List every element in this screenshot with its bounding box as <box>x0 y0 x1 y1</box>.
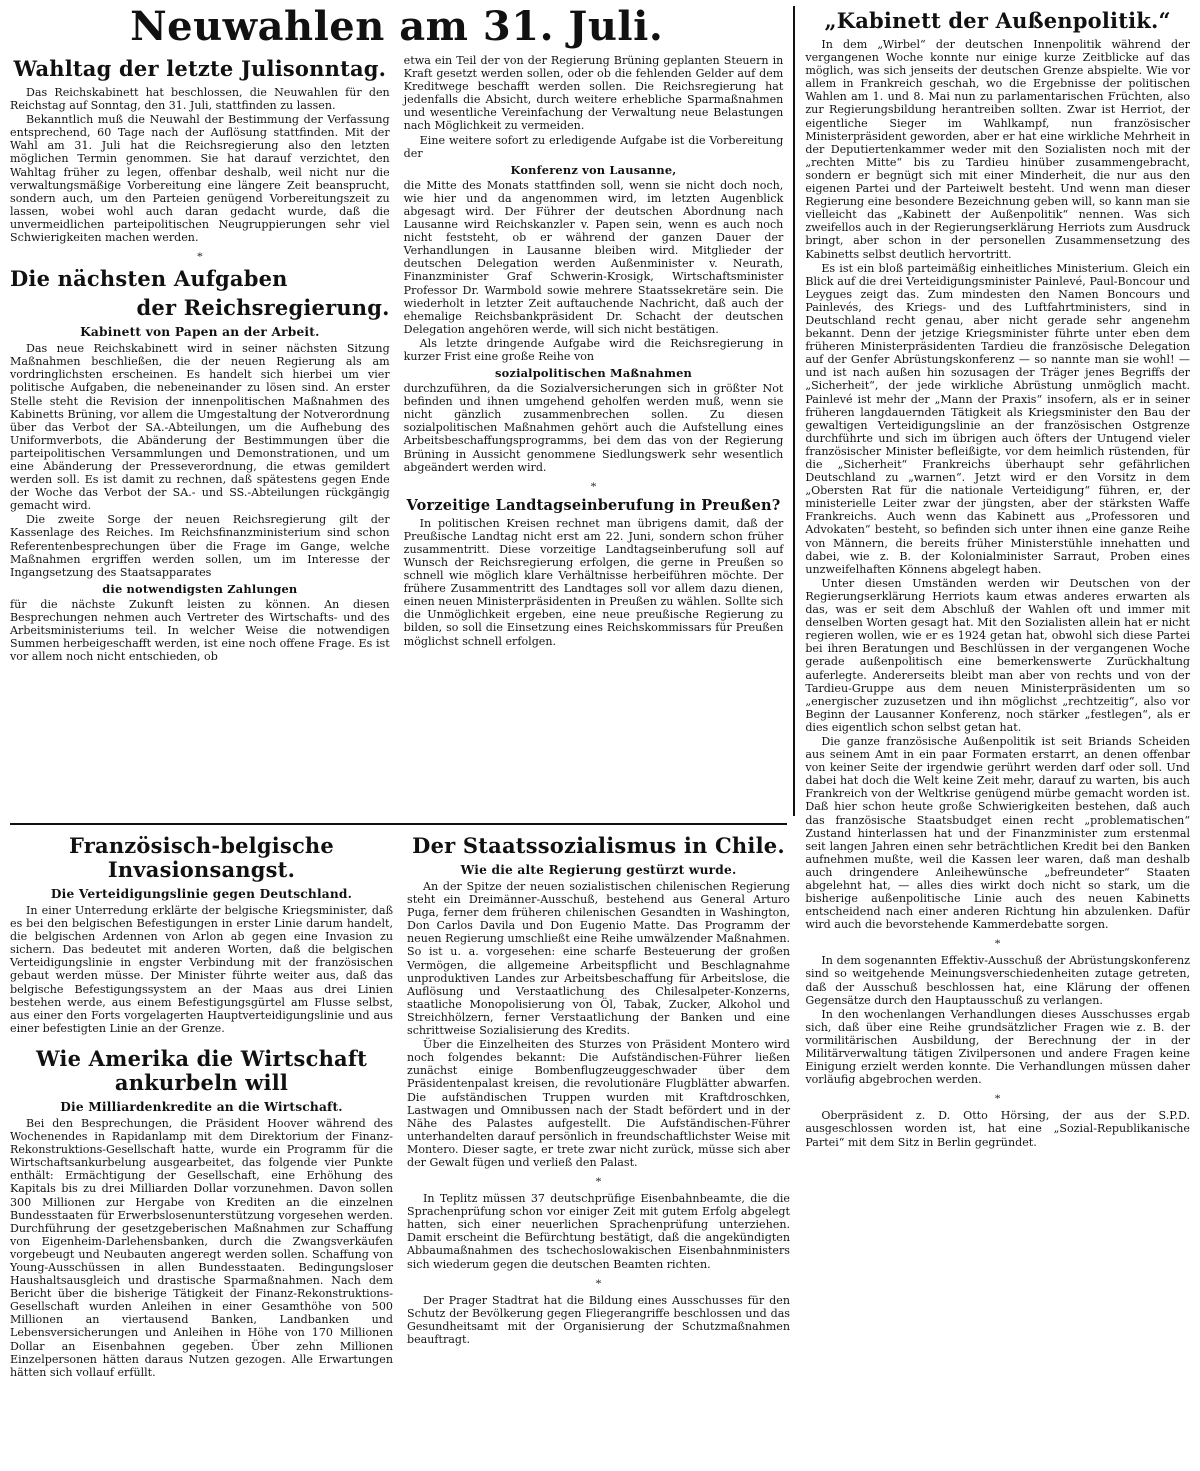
column-left <box>10 54 390 664</box>
column-middle <box>404 54 784 664</box>
vertical-divider <box>793 6 795 816</box>
top-two-columns <box>10 54 783 664</box>
paragraph: Es ist ein bloß parteimäßig einheitliches Ministerium. Gleich ein Blick auf die drei Verteidigungsminister Painlevé, Paul-Boncour und Leygues zeigt das. Zum mindesten den Namen Boncours und Painlevés, des Kriegs- und des Luftfahrtministers, sind in Deutschland recht genau, aber nicht gerade sehr angenehm bekannt. Denn der jetzige Kriegsminister führte unter eben dem früheren Ministerpräsidenten Tardieu die französische Delegation auf der Genfer Abrüstungskonferenz — so nannte man sie wohl! — und ist nach außen hin sozusagen der Träger jenes Begriffs der „Sicherheit“, der jede wirkliche Abrüstung unmöglich macht. Painlevé ist mehr der „Mann der Praxis“ insofern, als er in seiner früheren langdauernden Tätigkeit als Kriegsminister den Bau der gewaltigen Verteidigungslinie an der französischen Ostgrenze durchführte und sich im übrigen auch öfters der Untugend vieler französischer Minister befleißigte, vor dem heimlich rüstenden, für die „Sicherheit“ Frankreichs überhaupt sehr gefährlichen Deutschland zu „warnen“. Jetzt wird er den Vorsitz in dem „Obersten Rat für die nationale Verteidigung“ führen, er, der ministerielle Leiter zwar der jüngsten, aber der stärksten Waffe Frankreichs. Auch wenn das Kabinett aus „Professoren und Advokaten“ besteht, so befinden sich unter ihnen eine ganze Reihe von Männern, die bereits früher Ministerstühle innehatten und dabei, wie z. B. der Kolonialminister Sarraut, Proben eines unzweifelhaften Könnens abgelegt haben. <box>805 261 1190 576</box>
bottom-main-area <box>10 831 800 1471</box>
article-hoersing-body <box>805 1109 1190 1148</box>
headline-chile: Der Staatssozialismus in Chile. <box>412 833 785 858</box>
separator-star: * <box>590 478 597 493</box>
center-line-konferenz: Konferenz von Lausanne, <box>510 162 677 177</box>
separator-star: * <box>994 1091 1001 1106</box>
horizontal-rule <box>10 823 787 825</box>
article-lausanne-body <box>404 179 784 363</box>
page-title: Neuwahlen am 31. Juli. <box>130 3 664 50</box>
article-landtag-body <box>404 517 784 648</box>
center-line-sozialpolitik: sozialpolitischen Maßnahmen <box>495 366 693 381</box>
paragraph: etwa ein Teil der von der Regierung Brüning geplanten Steuern in Kraft gesetzt werden sollen, oder ob die fehlenden Gelder auf dem Kreditwege beschafft werden sollen. Die Reichsregierung hat jedenfalls die Absicht, durch weitere erhebliche Sparmaßnahmen und wesentliche Vereinfachung der Verwaltung neue Belastungen nach Möglichkeit zu vermeiden. <box>403 54 784 133</box>
headline-wahltag: Wahltag der letzte Julisonntag. <box>13 56 387 81</box>
paragraph: für die nächste Zukunft leisten zu können. An diesen Besprechungen nehmen auch Vertreter des Wirtschafts- und des Arbeitsministeriums teil. In welcher Weise die notwendigen Summen herbeigeschafft werden, ist eine noch offene Frage. Es ist vor allem noch nicht entschieden, ob <box>10 597 390 664</box>
headline-invasionsangst: Französisch-belgische Invasionsangst. <box>69 833 334 882</box>
paragraph: Über die Einzelheiten des Sturzes von Präsident Montero wird noch folgendes bekannt: Die Aufständischen-Führer ließen zunächst einige Bombenflugzeuggeschwader über dem Präsidentenpalast kreisen, die revolutionäre Flugblätter abwarfen. Die aufständischen Truppen wurden mit Kraftdroschken, Lastwagen und Omnibussen nach der Stadt befördert und in der Nähe des Palastes aufgestellt. Die Aufständischen-Führer unterhandelten darauf persönlich in freundschaftlichster Weise mit Montero. Dieser sagte, er trete zwar nicht zurück, müsse sich aber der Gewalt fügen und verließ den Palast. <box>407 1038 790 1169</box>
column-bottom-left <box>10 831 393 1380</box>
headline-landtag: Vorzeitige Landtagseinberufung in Preußen? <box>406 496 781 514</box>
paragraph: die Mitte des Monats stattfinden soll, wenn sie nicht doch noch, wie hier und da angenommen wird, im letzten Augenblick abgesagt wird. Der Führer der deutschen Abordnung nach Lausanne wird Reichskanzler v. Papen sein, wenn es auch noch nicht feststeht, ob er während der ganzen Dauer der Verhandlungen in Lausanne bleiben wird. Mitglieder der deutschen Delegation werden Außenminister v. Neurath, Finanzminister Graf Schwerin-Krosigk, Wirtschaftsminister Professor Dr. Warmbold sowie mehrere Staatssekretäre sein. Die wiederholt in letzter Zeit auftauchende Nachricht, daß auch der ehemalige Reichsbankpräsident Dr. Schacht der deutschen Delegation angehören werde, will sich nicht bestätigen. <box>403 178 784 336</box>
headline-aufgaben-2: der Reichsregierung. <box>136 295 390 321</box>
article-aufgaben-body-2 <box>10 598 390 663</box>
headline-amerika-wirtschaft: Wie Amerika die Wirtschaft ankurbeln will <box>36 1045 367 1095</box>
paragraph: Unter diesen Umständen werden wir Deutschen von der Regierungserklärung Herriots kaum etwas anderes erwarten als das, was er seit dem Abschluß der Wahlen oft und immer mit denselben Worten gesagt hat. Mit den Sozialisten allein hat er nicht regieren wollen, wie er es 1924 getan hat, obwohl sich diese Partei bei ihren Beratungen und Beschlüssen in der vergangenen Woche gerade außenpolitisch eine bemerkenswerte Zurückhaltung auferlegte. Andererseits bleibt man aber von rechts und von der Tardieu-Gruppe aus dem neuen Ministerpräsidenten um so „energischer zuzusetzen und ihn möglichst „rechtzeitig“, also vor Beginn der Lausanner Konferenz, noch stärker „festlegen“, als er dies eigentlich schon selbst getan hat. <box>805 576 1190 734</box>
subhead-kabinett-papen: Kabinett von Papen an der Arbeit. <box>80 325 320 340</box>
paragraph: Bekanntlich muß die Neuwahl der Bestimmung der Verfassung entsprechend, 60 Tage nach der Auflösung stattfinden. Mit der Wahl am 31. Juli hat die Reichsregierung also den letzten möglichen Termin genommen. Sie hat darauf verzichtet, den Wahltag früher zu legen, offenbar deshalb, weil nicht nur die verwaltungsmäßige Vorbereitung eine längere Zeit beansprucht, sondern auch, um den Parteien genügend Vorbereitungszeit zu lassen, wobei wohl auch daran gedacht wurde, daß die unvermeidlichen parteipolitischen Neugruppierungen sehr viel Schwierigkeiten machen werden. <box>10 113 390 245</box>
paragraph: In dem „Wirbel“ der deutschen Innenpolitik während der vergangenen Woche konnte nur einige kurze Zeitblicke auf das möglich, was sich jenseits der deutschen Grenze abspielte. Wie vor allem in Frankreich geschah, wo die Ergebnisse der politischen Wahlen am 1. und 8. Mai nun zu parlamentarischen Früchten, also zur Regierungsbildung herantreiben sollten. Zwar ist Herriot, der eigentliche Sieger im Wahlkampf, nun französischer Ministerpräsident geworden, aber er hat eine wirkliche Mehrheit in der Deputiertenkammer weder mit den Sozialisten noch mit der „rechten Mitte“ bis zu Tardieu hinüber zusammengebracht, sondern er begnügt sich mit einer Minderheit, die nur aus den eigenen Partei und der Parteiwelt besteht. Und wenn man dieser Regierung eine besondere Bezeichnung geben will, so kann man sie vielleicht das „Kabinett der Außenpolitik“ nennen. Was sich zweifellos auch in der Regierungserklärung Herriots zum Ausdruck bringt, aber schon in der personellen Zusammensetzung des Kabinetts selbst deutlich hervortritt. <box>805 38 1190 261</box>
headline-aufgaben-1: Die nächsten Aufgaben <box>10 266 288 292</box>
article-invasion-body <box>10 904 393 1035</box>
paragraph: In politischen Kreisen rechnet man übrigens damit, daß der Preußische Landtag nicht erst am 22. Juni, sondern schon früher zusammentritt. Diese vorzeitige Landtagseinberufung soll auf Wunsch der Reichsregierung erfolgen, die gerne in Preußen so schnell wie möglich klare Verhältnisse herbeiführen möchte. Der frühere Zusammentritt des Landtages soll vor allem dazu dienen, einen neuen Ministerpräsidenten in Preußen zu wählen. Sollte sich die Unmöglichkeit ergeben, eine neue preußische Regierung zu bilden, so soll die Einsetzung eines Reichskommissars für Preußen möglichst schnell erfolgen. <box>403 516 784 648</box>
paragraph: Eine weitere sofort zu erledigende Aufgabe ist die Vorbereitung der <box>403 133 784 160</box>
subhead-chile: Wie die alte Regierung gestürzt wurde. <box>460 863 737 877</box>
subhead-verteidigungslinie: Die Verteidigungslinie gegen Deutschland. <box>50 887 353 901</box>
article-chile-body <box>407 880 790 1169</box>
article-sozialpolitik-body <box>404 382 784 474</box>
article-teplitz-body <box>407 1192 790 1271</box>
article-aufgaben-body <box>10 342 390 579</box>
separator-star: * <box>595 1275 602 1290</box>
separator-star: * <box>994 936 1001 951</box>
column-bottom-middle <box>407 831 790 1380</box>
paragraph: Das neue Reichskabinett wird in seiner nächsten Sitzung Maßnahmen beschließen, die der neuen Regierung als am vordringlichsten erscheinen. Es handelt sich hierbei um vier politische Aufgaben, die nebeneinander zu lösen sind. An erster Stelle steht die Revision der innenpolitischen Maßnahmen des Kabinetts Brüning, vor allem die Umgestaltung der Notverordnung über das Verbot der SA.-Abteilungen, um die Aufhebung des Uniformverbots, die Abänderung der Bestimmungen über die parteipolitischen Versammlungen und Demonstrationen, und um eine Abänderung der Presseverordnung, die etwas gemildert werden soll. Es ist damit zu rechnen, daß spätestens gegen Ende der Woche das Verbot der SA.- und SS.-Abteilungen rückgängig gemacht wird. <box>10 342 390 513</box>
article-aussenpolitik-body <box>805 38 1190 931</box>
paragraph: In den wochenlangen Verhandlungen dieses Ausschusses ergab sich, daß über eine Reihe grundsätzlicher Fragen wie z. B. der vormilitärischen Ausbildung, der Berechnung der in der Militärverwaltung tätigen Zivilpersonen und andere Fragen keine Einigung erzielt werden konnte. Die Verhandlungen müssen daher vorläufig abgebrochen werden. <box>805 1007 1190 1087</box>
paragraph: An der Spitze der neuen sozialistischen chilenischen Regierung steht ein Dreimänner-Ausschuß, bestehend aus General Arturo Puga, ferner dem früheren chilenischen Gesandten in Washington, Don Carlos Davila und Don Eugenio Matte. Das Programm der neuen Regierung umschließt eine Reihe umwälzender Maßnahmen. So ist u. a. vorgesehen: eine scharfe Besteuerung der großen Vermögen, die allgemeine Arbeitspflicht und Beschlagnahme unproduktiven Landes zur Arbeitsbeschaffung für Arbeitslose, die Auflösung und Verstaatlichung des Chilesalpeter-Konzerns, staatliche Monopolisierung von Öl, Tabak, Zucker, Alkohol und Streichhölzern, ferner Verstaatlichung der Banken und eine schrittweise Sozialisierung des Kredits. <box>407 880 790 1038</box>
paragraph: Die zweite Sorge der neuen Reichsregierung gilt der Kassenlage des Reiches. Im Reichsfinanzministerium sind schon Referentenbesprechungen über die Frage im Gange, welche Maßnahmen ergriffen werden sollen, um im Interesse der Ingangsetzung des Staatsapparates <box>10 513 390 579</box>
article-wahltag-body <box>10 86 390 244</box>
column-right <box>803 6 1190 1149</box>
paragraph: Das Reichskabinett hat beschlossen, die Neuwahlen für den Reichstag auf Sonntag, den 31. Juli, stattfinden zu lassen. <box>10 86 390 113</box>
article-continuation-body <box>404 54 784 160</box>
main-left-area <box>10 3 793 816</box>
paragraph: Oberpräsident z. D. Otto Hörsing, der aus der S.P.D. ausgeschlossen worden ist, hat eine „Sozial-Republikanische Partei“ mit dem Sitz in Berlin gegründet. <box>805 1109 1190 1149</box>
paragraph: Die ganze französische Außenpolitik ist seit Briands Scheiden aus seinem Amt in ein paar Formaten erstarrt, an denen offenbar von keiner Seite der irgendwie gerührt werden darf oder soll. Und dabei hat doch die Welt keine Zeit mehr, darauf zu warten, bis auch Frankreich von der Weltkrise genügend mürbe gemacht worden ist. Daß hier schon heute große Schwierigkeiten bestehen, daß auch das französische Staatsbudget einen recht „problematischen“ Zustand hinterlassen hat und der Finanzminister zum erstenmal seit langen Jahren einen sehr beträchtlichen Kredit bei den Banken aufnehmen mußte, weil die Kassen leer waren, daß man deshalb auch dringendere Anleihewünsche „befreundeter“ Staaten abgelehnt hat, — alles dies wirkt doch nicht so stark, um die bisherige außenpolitische Linie auch des neuen Kabinetts entscheidend nach einer anderen Richtung hin abzulenken. Dafür wird auch die bevorstehende Kammerdebatte sorgen. <box>805 734 1190 932</box>
paragraph: Bei den Besprechungen, die Präsident Hoover während des Wochenendes in Rapidanlamp mit dem Direktorium der Finanz-Rekonstruktions-Gesellschaft hatte, wurde ein Programm für die Wirtschaftsankurbelung ausgearbeitet, das folgende vier Punkte enthält: Ermächtigung der Gesellschaft, eine Erhöhung des Kapitals bis zu drei Milliarden Dollar vorzunehmen. Davon sollen 300 Millionen zur Hergabe von Krediten an die einzelnen Bundesstaaten für Erwerbslosenunterstützung vorgesehen werden. Durchführung der gesetzgeberischen Maßnahmen zur Schaffung von Eigenheim-Darlehensbanken, durch die Zwangsverkäufen vorgebeugt und Neubauten angeregt werden sollen. Schaffung von Young-Ausschüssen in allen Bundesstaaten. Bedingungsloser Haushaltsausgleich und drastische Sparmaßnahmen. Nach dem Bericht über die bisherige Tätigkeit der Finanz-Rekonstruktions-Gesellschaft wurden Anleihen in einer Gesamthöhe von 500 Millionen an viertausend Banken, Landbanken und Lebensversicherungen und Anleihen in Höhe von 170 Millionen Dollar an Eisenbahnen gegeben. Über zehn Millionen Einzelpersonen hätten daraus Nutzen gezogen. Alle Erwartungen hätten sich vollauf erfüllt. <box>10 1116 393 1379</box>
paragraph: In Teplitz müssen 37 deutschprüfige Eisenbahnbeamte, die die Sprachenprüfung schon vor einiger Zeit mit gutem Erfolg abgelegt hatten, sich einer neuerlichen Sprachenprüfung unterziehen. Damit erscheint die Befürchtung bestätigt, daß die angekündigten Abbaumaßnahmen des tschechoslowakischen Eisenbahnministers sich wiederum gegen die deutschen Beamten richten. <box>407 1192 790 1271</box>
paragraph: Der Prager Stadtrat hat die Bildung eines Ausschusses für den Schutz der Bevölkerung gegen Fliegerangriffe beschlossen und das Gesundheitsamt mit der Organisierung der Schutzmaßnahmen beauftragt. <box>407 1293 790 1346</box>
article-prag-body <box>407 1294 790 1346</box>
article-amerika-body <box>10 1117 393 1379</box>
subhead-milliardenkredite: Die Milliardenkredite an die Wirtschaft. <box>60 1099 343 1114</box>
separator-star: * <box>196 249 203 264</box>
paragraph: In einer Unterredung erklärte der belgische Kriegsminister, daß es bei den belgischen Befestigungen in erster Linie darum handelt, die belgischen Ardennen von Arlon ab gegen eine Invasion zu sichern. Das bedeutet mit anderen Worten, daß die belgischen Verteidigungslinie in engster Verbindung mit der französischen gebaut werden müsse. Der Minister führte weiter aus, daß das belgische Befestigungssystem an der Maas aus drei Linien bestehen werde, aus einem Befestigungsgürtel am Flusse selbst, aus einer den Forts vorgelagerten Hauptverteidigungslinie und aus einer befestigten Linie an der Grenze. <box>10 904 393 1035</box>
paragraph: In dem sogenannten Effektiv-Ausschuß der Abrüstungskonferenz sind so weitgehende Meinungsverschiedenheiten zutage getreten, daß der Ausschuß beschlossen hat, eine Klärung der offenen Gegensätze durch den Hauptausschuß zu verlangen. <box>805 954 1190 1007</box>
separator-star: * <box>595 1174 602 1189</box>
center-line-zahlungen: die notwendigsten Zahlungen <box>102 581 298 596</box>
paragraph: durchzuführen, da die Sozialversicherungen sich in größter Not befinden und ihnen umgehend geholfen werden muß, wenn sie nicht gänzlich zusammenbrechen sollen. Zu diesen sozialpolitischen Maßnahmen gehört auch die Aufstellung eines Arbeitsbeschaffungsprogramms, bei dem das von der Regierung Brüning in Aussicht genommene Siedlungswerk sehr wesentlich abgeändert werden wird. <box>403 382 784 474</box>
bottom-two-columns <box>10 831 790 1380</box>
article-abruestung-body <box>805 954 1190 1086</box>
paragraph: Als letzte dringende Aufgabe wird die Reichsregierung in kurzer Frist eine große Reihe von <box>403 336 784 363</box>
headline-kabinett-aussenpolitik: „Kabinett der Außenpolitik.“ <box>824 8 1171 33</box>
